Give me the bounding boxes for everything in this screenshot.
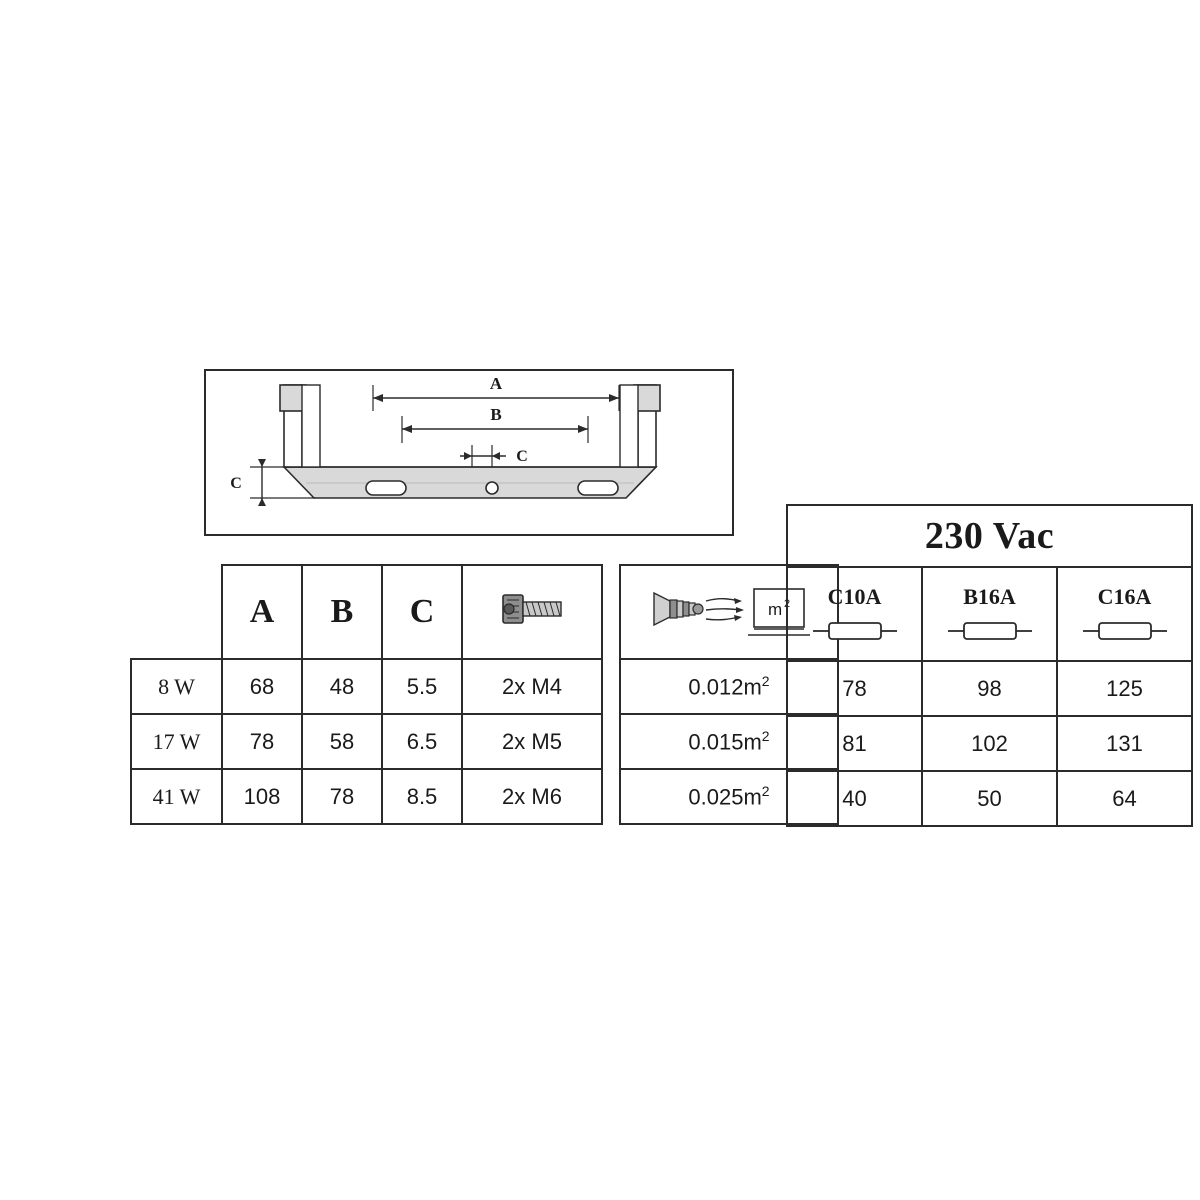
spec-gap-0 — [602, 659, 620, 714]
table-row — [787, 771, 1192, 826]
spec-screw-1: 2x M5 — [462, 714, 602, 769]
spec-watt-0: 8 W — [131, 659, 222, 714]
voltage-breaker-table — [786, 504, 1193, 827]
spec-area-value-2: 0.025 — [688, 784, 744, 810]
spec-screw-0: 2x M4 — [462, 659, 602, 714]
table-row — [131, 714, 838, 769]
spec-area-exp-2: 2 — [761, 782, 770, 799]
spec-a-1: 78 — [222, 714, 302, 769]
svg-text:m: m — [768, 599, 783, 619]
breaker-label-0: C10A — [827, 584, 882, 609]
spec-header-c — [382, 565, 462, 659]
breaker-header-row — [787, 567, 1192, 661]
spec-header-a — [222, 565, 302, 659]
mounting-slots — [366, 481, 618, 495]
voltage-title: 230 Vac — [787, 505, 1192, 567]
breaker-value-1-0: 81 — [787, 716, 922, 771]
spec-header-screw — [462, 565, 602, 659]
spec-watt-1: 17 W — [131, 714, 222, 769]
spec-header-watt — [131, 565, 222, 659]
spec-watt-2: 41 W — [131, 769, 222, 824]
spec-gap-2 — [602, 769, 620, 824]
breaker-label-2: C16A — [1097, 584, 1152, 609]
spec-header-c-label: C — [409, 593, 435, 630]
table-row — [131, 659, 838, 714]
breaker-value-0-0: 78 — [787, 661, 922, 716]
spec-c-1: 6.5 — [382, 714, 462, 769]
breaker-label-1: B16A — [963, 584, 1016, 609]
drawing-panel — [204, 369, 734, 536]
breaker-value-2-0: 40 — [787, 771, 922, 826]
bracket-drawing-svg — [206, 371, 732, 534]
spec-area-unit-2: m — [743, 784, 762, 810]
spec-gap-1 — [602, 714, 620, 769]
spec-header-a-label: A — [249, 593, 275, 630]
spec-area-value-1: 0.015 — [688, 729, 744, 755]
spec-screw-2: 2x M6 — [462, 769, 602, 824]
svg-text:C: C — [230, 475, 242, 492]
spec-b-2: 78 — [302, 769, 382, 824]
spec-area-value-0: 0.012 — [688, 674, 744, 700]
breaker-header-0 — [787, 567, 922, 661]
spec-area-unit-1: m — [743, 729, 762, 755]
spec-a-0: 68 — [222, 659, 302, 714]
spec-b-1: 58 — [302, 714, 382, 769]
spec-header-row — [131, 565, 838, 659]
spec-header-b-label: B — [330, 593, 354, 630]
fuse-icon — [1081, 618, 1169, 644]
dimension-c-top — [460, 445, 528, 467]
fuse-icon — [811, 618, 899, 644]
breaker-header-1 — [922, 567, 1057, 661]
spec-area-exp-1: 2 — [761, 727, 770, 744]
spec-c-0: 5.5 — [382, 659, 462, 714]
spec-c-2: 8.5 — [382, 769, 462, 824]
svg-text:C: C — [516, 448, 528, 465]
fuse-icon — [946, 618, 1034, 644]
svg-text:2: 2 — [784, 597, 791, 610]
breaker-header-2 — [1057, 567, 1192, 661]
breaker-value-2-2: 64 — [1057, 771, 1192, 826]
spec-b-0: 48 — [302, 659, 382, 714]
breaker-value-2-1: 50 — [922, 771, 1057, 826]
specification-table — [130, 564, 839, 825]
spec-area-exp-0: 2 — [761, 672, 770, 689]
spec-a-2: 108 — [222, 769, 302, 824]
breaker-value-0-2: 125 — [1057, 661, 1192, 716]
spec-table-gap — [602, 565, 620, 659]
svg-text:B: B — [490, 405, 502, 424]
spec-area-unit-0: m — [743, 674, 762, 700]
bracket-right-arm — [620, 385, 660, 467]
table-row — [787, 661, 1192, 716]
breaker-value-1-2: 131 — [1057, 716, 1192, 771]
table-row — [787, 716, 1192, 771]
breaker-value-1-1: 102 — [922, 716, 1057, 771]
voltage-title-row — [787, 505, 1192, 567]
spec-header-b — [302, 565, 382, 659]
svg-text:A: A — [489, 374, 503, 393]
breaker-value-0-1: 98 — [922, 661, 1057, 716]
dimension-b — [402, 405, 588, 443]
table-row — [131, 769, 838, 824]
bracket-left-arm — [280, 385, 320, 467]
screw-icon — [495, 582, 569, 638]
